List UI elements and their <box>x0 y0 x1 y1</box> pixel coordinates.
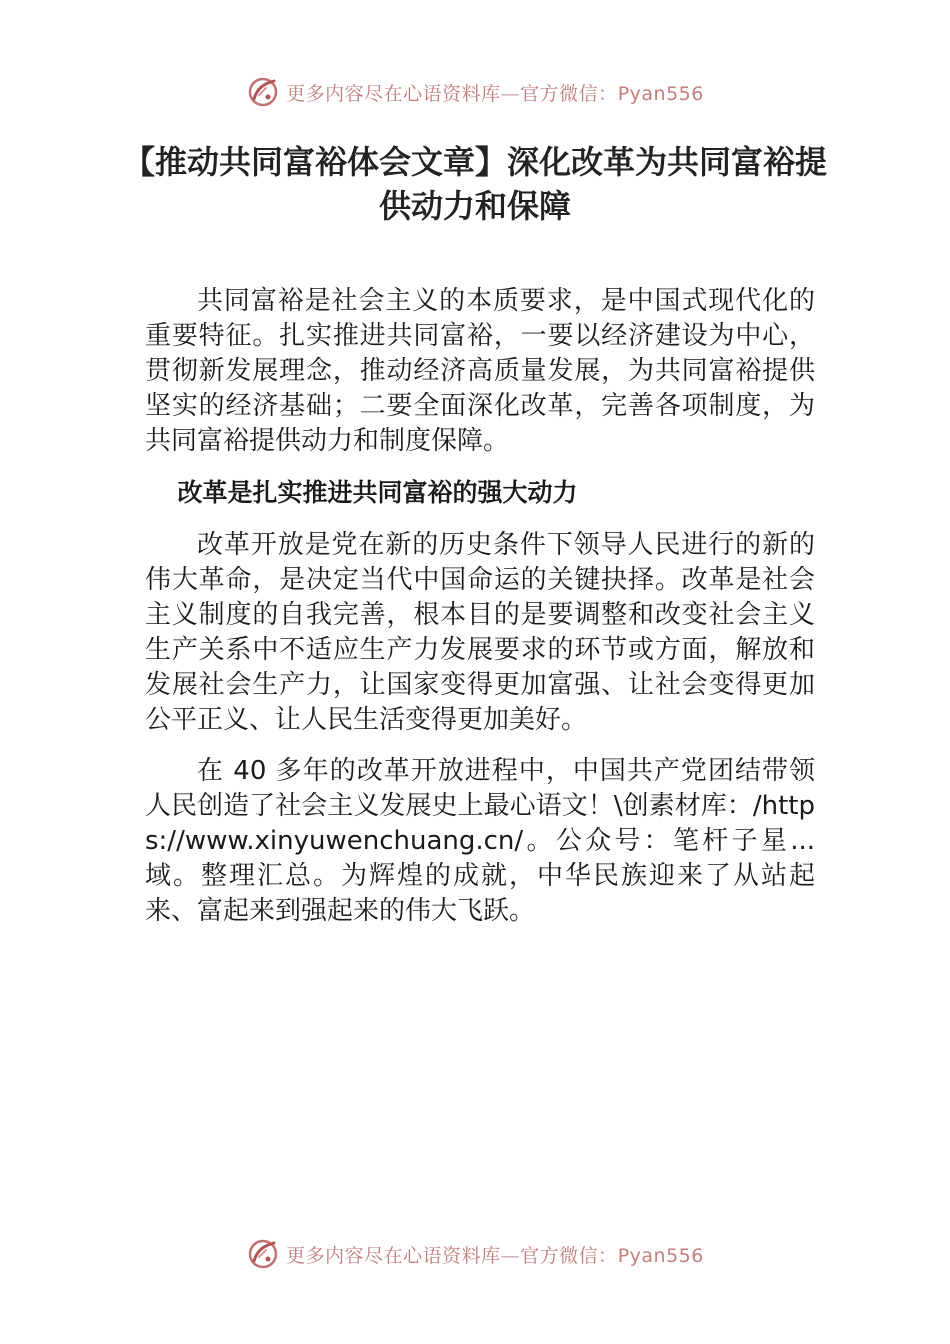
document-body <box>145 284 815 945</box>
watermark-wechat-id: Pyan556 <box>617 1244 704 1267</box>
intro-paragraph: 共同富裕是社会主义的本质要求，是中国式现代化的重要特征。扎实推进共同富裕，一要以经济建设为中心，贯彻新发展理念，推动经济高质量发展，为共同富裕提供坚实的经济基础；二要全面深化改革，完善各项制度，为共同富裕提供动力和制度保障。 <box>145 286 815 456</box>
watermark-site: 更多内容尽在心语资料库 <box>286 82 501 105</box>
watermark-wechat-id: Pyan556 <box>617 82 704 105</box>
watermark-wechat-label: 官方微信： <box>520 82 618 105</box>
watermark-separator: — <box>500 1244 521 1267</box>
watermark-separator: — <box>500 82 521 105</box>
footer-watermark <box>0 1234 950 1274</box>
body-paragraph-3: 在 40 多年的改革开放进程中，中国共产党团结带领人民创造了社会主义发展史上最心语文！\创素材库：/https://www.xinyuwenchuang.cn/。公众号：笔杆子星...域。整理汇总。为辉煌的成就，中华民族迎来了从站起来、富起来到强起来的伟大飞跃。 <box>145 756 815 926</box>
brand-logo-icon <box>246 75 280 109</box>
watermark-wechat-label: 官方微信： <box>520 1244 618 1267</box>
document-title: 【推动共同富裕体会文章】深化改革为共同富裕提供动力和保障 <box>122 143 827 225</box>
watermark-text <box>286 1241 704 1268</box>
body-paragraph-2: 改革开放是党在新的历史条件下领导人民进行的新的伟大革命，是决定当代中国命运的关键抉择。改革是社会主义制度的自我完善，根本目的是要调整和改变社会主义生产关系中不适应生产力发展要求的环节或方面，解放和发展社会生产力，让国家变得更加富强、让社会变得更加公平正义、让人民生活变得更加美好。 <box>145 530 815 735</box>
watermark-text <box>286 79 704 106</box>
brand-logo-icon <box>246 1237 280 1271</box>
header-watermark <box>0 72 950 112</box>
section-heading: 改革是扎实推进共同富裕的强大动力 <box>177 478 578 507</box>
watermark-site: 更多内容尽在心语资料库 <box>286 1244 501 1267</box>
